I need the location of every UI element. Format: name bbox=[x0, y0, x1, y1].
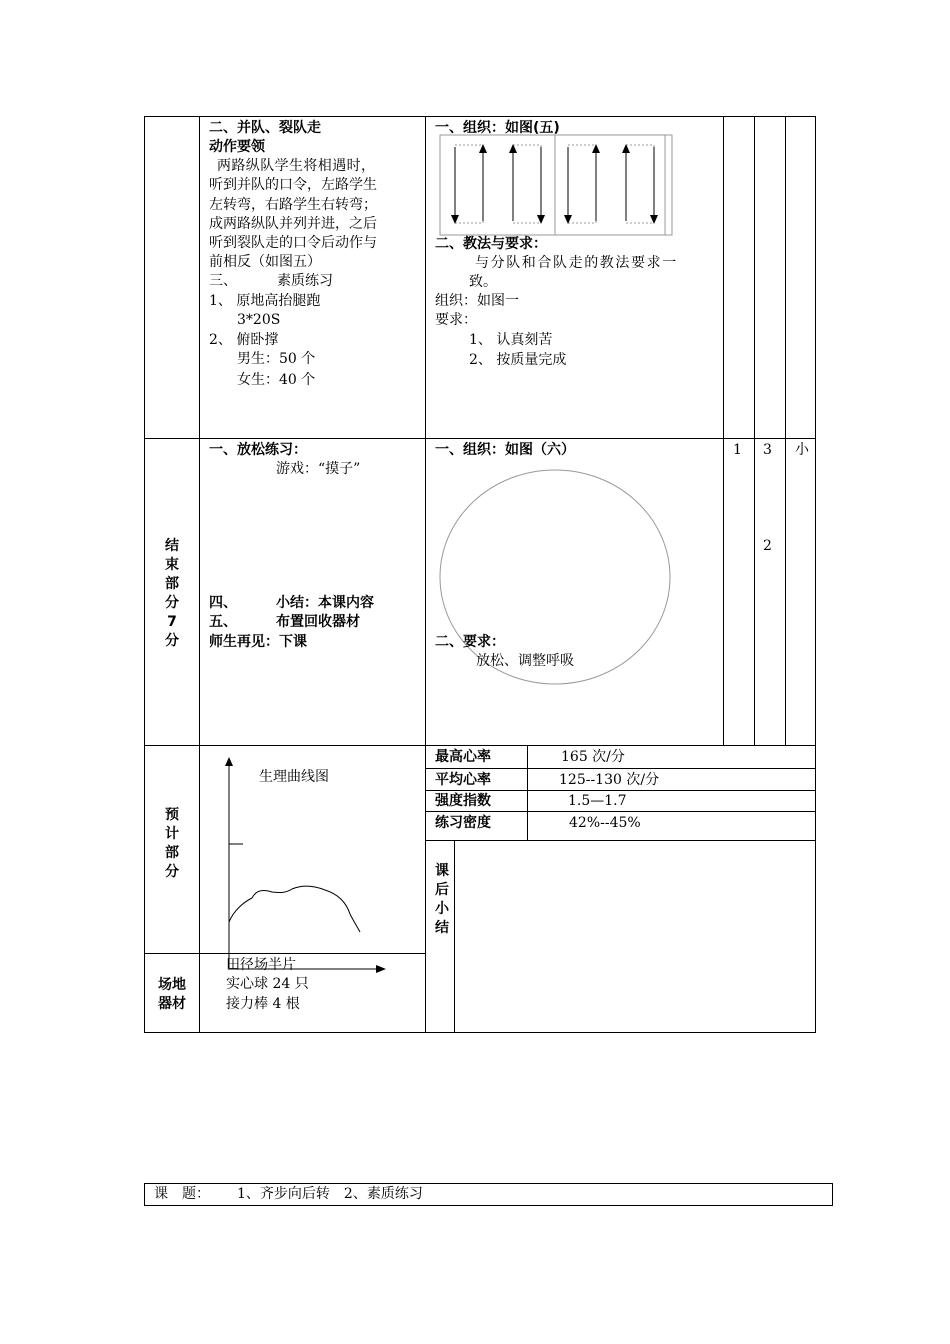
male-count: 男生：50 个 bbox=[237, 351, 316, 367]
time-col: 3 bbox=[763, 442, 772, 458]
female-count: 女生：40 个 bbox=[237, 372, 316, 388]
para-line: 前相反（如图五） bbox=[209, 254, 321, 270]
item4-label: 小结：本课内容 bbox=[276, 595, 374, 611]
venue-item: 接力棒 4 根 bbox=[226, 996, 300, 1012]
method-line: 与分队和合队走的教法要求一 bbox=[475, 255, 678, 271]
para-line: 听到裂队走的口令后动作与 bbox=[209, 235, 377, 251]
para-line: 左转弯，右路学生右转弯； bbox=[209, 197, 377, 213]
intensity-col: 小 bbox=[795, 442, 809, 458]
item5-number: 五、 bbox=[209, 614, 237, 630]
method-heading: 二、教法与要求： bbox=[435, 236, 547, 252]
max-hr-value: 165 次/分 bbox=[561, 749, 625, 765]
requirement-item: 1、 认真刻苦 bbox=[469, 332, 553, 348]
avg-hr-value: 125--130 次/分 bbox=[559, 772, 660, 788]
venue-item: 田径场半片 bbox=[226, 957, 296, 973]
intensity-value: 1.5—1.7 bbox=[568, 793, 627, 809]
density-value: 42%--45% bbox=[569, 815, 641, 831]
predict-label: 预 计 部 分 bbox=[165, 807, 179, 880]
requirement-item: 2、 按质量完成 bbox=[469, 352, 567, 368]
org-figure5: 一、组织：如图(五) bbox=[435, 120, 560, 136]
item4-number: 四、 bbox=[209, 595, 237, 611]
para-line: 两路纵队学生将相遇时， bbox=[217, 158, 376, 174]
intensity-label: 强度指数 bbox=[435, 793, 491, 809]
density-label: 练习密度 bbox=[435, 815, 491, 831]
topic-content: 1、齐步向后转 2、素质练习 bbox=[237, 1186, 423, 1202]
relax-heading: 一、放松练习： bbox=[209, 442, 307, 458]
end-req-text: 放松、调整呼吸 bbox=[476, 653, 574, 669]
max-hr-label: 最高心率 bbox=[435, 749, 491, 765]
requirements-label: 要求： bbox=[435, 312, 477, 328]
summary-area[interactable] bbox=[455, 841, 815, 1032]
para-line: 听到并队的口令，左路学生 bbox=[209, 177, 377, 193]
item5-label: 布置回收器材 bbox=[276, 614, 360, 630]
venue-item: 实心球 24 只 bbox=[226, 976, 309, 992]
item3-number: 三、 bbox=[209, 273, 237, 289]
end-req-heading: 二、要求： bbox=[435, 634, 505, 650]
avg-hr-label: 平均心率 bbox=[435, 772, 491, 788]
summary-label: 课 后 小 结 bbox=[435, 863, 449, 936]
org-figure6: 一、组织：如图（六） bbox=[435, 442, 575, 458]
org-figure1: 组织：如图一 bbox=[435, 293, 519, 309]
time-col: 2 bbox=[763, 538, 772, 554]
sub2: 2、 俯卧撑 bbox=[209, 332, 279, 348]
sub1-detail: 3*20S bbox=[237, 312, 281, 328]
heading-parallel-walk: 二、并队、裂队走 bbox=[209, 120, 321, 136]
topic-box bbox=[144, 1183, 833, 1206]
game-name: 游戏：“摸子” bbox=[276, 461, 361, 477]
farewell: 师生再见：下课 bbox=[209, 634, 307, 650]
curve-title: 生理曲线图 bbox=[259, 769, 329, 785]
end-section-label: 结 束 部 分 7 分 bbox=[165, 538, 179, 649]
formation-diagram-5 bbox=[430, 133, 675, 238]
venue-label: 场地 器材 bbox=[158, 977, 186, 1012]
item3-label: 素质练习 bbox=[277, 273, 333, 289]
sub1: 1、 原地高抬腿跑 bbox=[209, 293, 321, 309]
subheading-essentials: 动作要领 bbox=[209, 139, 265, 155]
method-line: 致。 bbox=[469, 274, 497, 290]
count-col: 1 bbox=[733, 442, 742, 458]
para-line: 成两路纵队并列并进，之后 bbox=[209, 216, 377, 232]
topic-label: 课 题： bbox=[154, 1186, 210, 1202]
